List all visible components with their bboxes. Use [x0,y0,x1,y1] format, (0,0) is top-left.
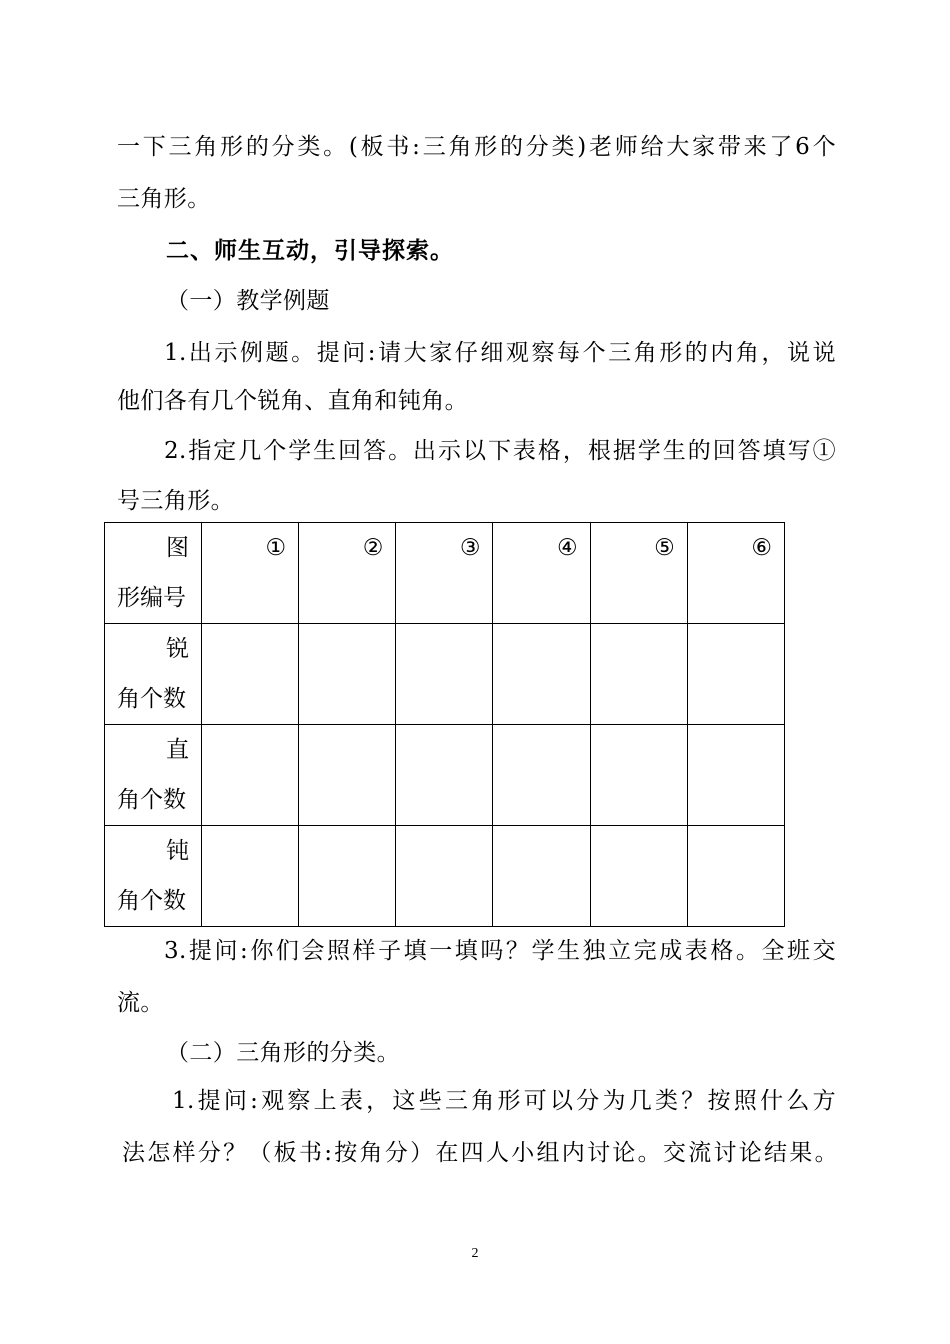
paragraph-line: 2.指定几个学生回答。出示以下表格，根据学生的回答填写① [164,438,836,464]
table-column-header: ⑥ [687,523,784,624]
table-cell [493,725,590,826]
paragraph-line: 1.提问:观察上表，这些三角形可以分为几类？按照什么方 [172,1088,836,1114]
table-cell [493,624,590,725]
table-column-header: ⑤ [590,523,687,624]
paragraph-line: 他们各有几个锐角、直角和钝角。 [117,388,468,414]
table-cell [299,624,396,725]
table-column-header: ④ [493,523,590,624]
paragraph-line: 一下三角形的分类。(板书:三角形的分类)老师给大家带来了6个 [117,134,836,160]
table-cell [396,624,493,725]
section-heading: 二、师生互动，引导探索。 [166,238,454,264]
table-column-header: ② [299,523,396,624]
table-header-row [105,523,785,624]
table-cell [493,826,590,927]
table-cell [687,826,784,927]
angle-count-table [104,522,785,927]
paragraph-line: 流。 [117,990,164,1016]
table-cell [299,725,396,826]
table-cell [202,826,299,927]
table-cell [202,624,299,725]
paragraph-line: 1.出示例题。提问:请大家仔细观察每个三角形的内角，说说 [164,340,836,366]
table-cell [396,826,493,927]
table-row-header: 锐 角个数 [105,624,202,725]
table-cell [590,826,687,927]
table-row [105,725,785,826]
table-column-header: ① [202,523,299,624]
subsection-heading: （一）教学例题 [166,288,330,314]
table-row [105,624,785,725]
paragraph-line: 三角形。 [117,186,211,212]
paragraph-line: 法怎样分？（板书:按角分）在四人小组内讨论。交流讨论结果。 [122,1140,838,1166]
page-number: 2 [471,1246,479,1261]
subsection-heading: （二）三角形的分类。 [166,1040,400,1066]
table-row-header: 直 角个数 [105,725,202,826]
table-cell [396,725,493,826]
table-cell [687,725,784,826]
table-column-header: ③ [396,523,493,624]
table-cell [202,725,299,826]
paragraph-line: 号三角形。 [117,488,234,514]
table-row-header: 钝 角个数 [105,826,202,927]
table-cell [687,624,784,725]
table-cell [590,725,687,826]
paragraph-line: 3.提问:你们会照样子填一填吗？学生独立完成表格。全班交 [164,938,836,964]
table-cell [590,624,687,725]
table-row-header: 图 形编号 [105,523,202,624]
table-cell [299,826,396,927]
table-row [105,826,785,927]
